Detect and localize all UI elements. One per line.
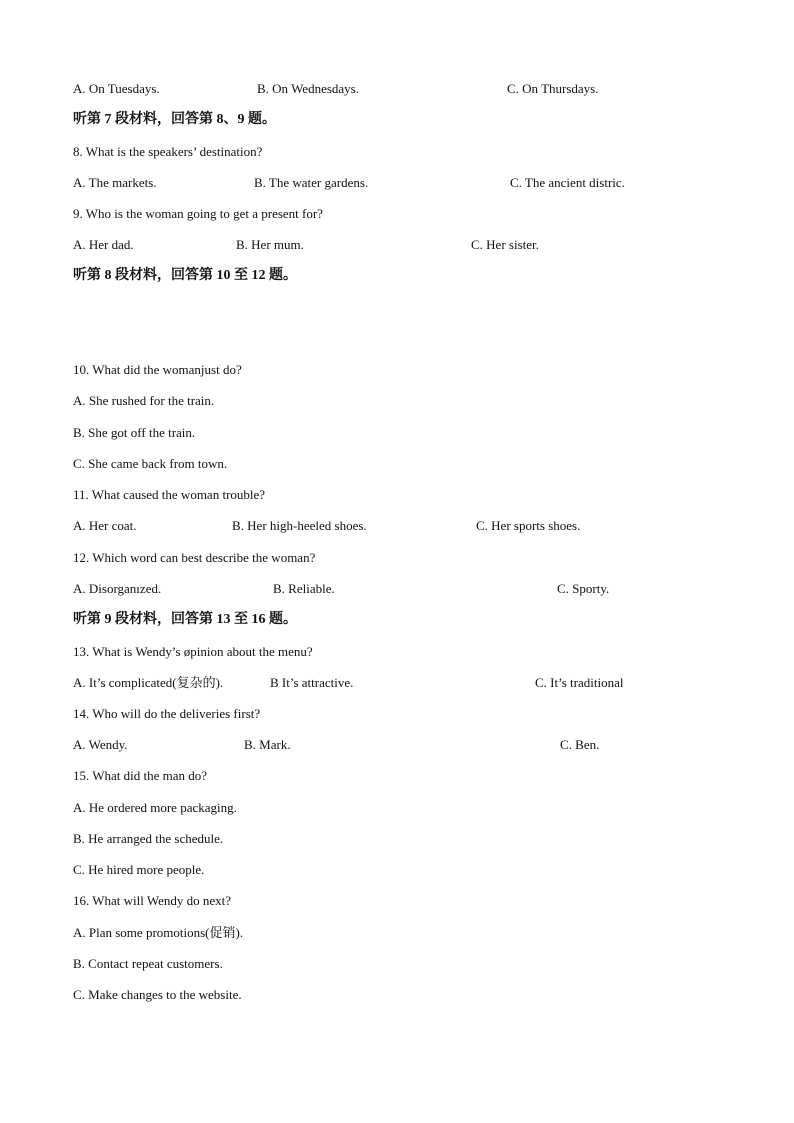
q15-option-c: C. He hired more people.	[73, 862, 205, 877]
q11-option-a: A. Her coat.	[73, 518, 137, 533]
section-7-heading: 听第 7 段材料，回答第 8、9 题。	[73, 112, 276, 127]
q10-option-b: B. She got off the train.	[73, 425, 196, 440]
q7-option-c: C. On Thursdays.	[507, 81, 599, 96]
q15-option-b: B. He arranged the schedule.	[73, 831, 224, 846]
q9-question: 9. Who is the woman going to get a present for?	[73, 206, 323, 221]
q9-option-c: C. Her sister.	[471, 237, 539, 252]
q8-option-c: C. The ancient distric.	[510, 175, 625, 190]
q13-option-b: B It’s attractive.	[270, 675, 354, 690]
q15-option-a: A. He ordered more packaging.	[73, 800, 237, 815]
q12-option-b: B. Reliable.	[273, 581, 335, 596]
q12-option-a: A. Disorganızed.	[73, 581, 162, 596]
q10-question: 10. What did the womanjust do?	[73, 362, 242, 377]
q13-option-a: A. It’s complicated(复杂的).	[73, 675, 224, 690]
q14-option-a: A. Wendy.	[73, 737, 128, 752]
q12-option-c: C. Sporty.	[557, 581, 610, 596]
q8-option-a: A. The markets.	[73, 175, 157, 190]
q16-option-b: B. Contact repeat customers.	[73, 956, 223, 971]
q12-question: 12. Which word can best describe the woman?	[73, 550, 316, 565]
q11-question: 11. What caused the woman trouble?	[73, 487, 266, 502]
q10-option-c: C. She came back from town.	[73, 456, 228, 471]
q7-option-a: A. On Tuesdays.	[73, 81, 160, 96]
q11-option-c: C. Her sports shoes.	[476, 518, 581, 533]
q14-question: 14. Who will do the deliveries first?	[73, 706, 261, 721]
q16-question: 16. What will Wendy do next?	[73, 893, 232, 908]
q14-option-c: C. Ben.	[560, 737, 600, 752]
q8-option-b: B. The water gardens.	[254, 175, 369, 190]
section-9-heading: 听第 9 段材料，回答第 13 至 16 题。	[73, 612, 297, 627]
q13-option-c: C. It’s traditional	[535, 675, 624, 690]
q16-option-c: C. Make changes to the website.	[73, 987, 242, 1002]
q8-question: 8. What is the speakers’ destination?	[73, 144, 263, 159]
q11-option-b: B. Her high-heeled shoes.	[232, 518, 367, 533]
q13-question: 13. What is Wendy’s øpinion about the menu?	[73, 644, 313, 659]
q15-question: 15. What did the man do?	[73, 768, 208, 783]
q9-option-b: B. Her mum.	[236, 237, 304, 252]
q9-option-a: A. Her dad.	[73, 237, 134, 252]
q16-option-a: A. Plan some promotions(促销).	[73, 925, 244, 940]
q7-option-b: B. On Wednesdays.	[257, 81, 359, 96]
section-8-heading: 听第 8 段材料，回答第 10 至 12 题。	[73, 268, 297, 283]
q10-option-a: A. She rushed for the train.	[73, 393, 215, 408]
q14-option-b: B. Mark.	[244, 737, 291, 752]
